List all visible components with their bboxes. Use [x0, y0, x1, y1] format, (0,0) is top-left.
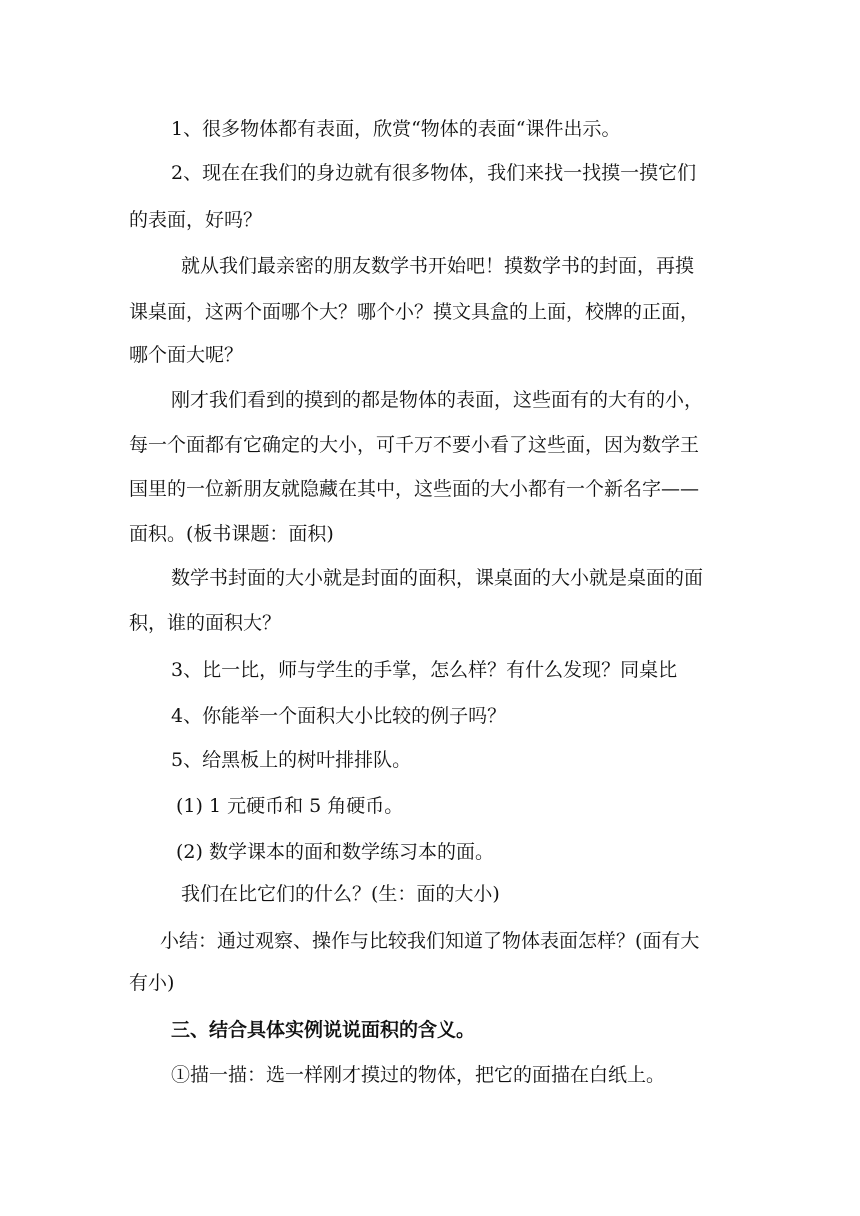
- paragraph-line: 3、比一比，师与学生的手掌，怎么样？有什么发现？同桌比: [171, 659, 678, 681]
- paragraph-line: 5、给黑板上的树叶排排队。: [171, 749, 412, 771]
- paragraph-line: 每一个面都有它确定的大小，可千万不要小看了这些面，因为数学王: [129, 434, 700, 456]
- paragraph-line: 哪个面大呢？: [129, 344, 244, 366]
- section-heading: 三、结合具体实例说说面积的含义。: [171, 1019, 476, 1041]
- paragraph-line: 2、现在在我们的身边就有很多物体，我们来找一找摸一摸它们: [171, 162, 697, 184]
- paragraph-line: 有小): [129, 972, 175, 994]
- paragraph-line: 数学书封面的大小就是封面的面积，课桌面的大小就是桌面的面: [171, 567, 704, 589]
- paragraph-line: ①描一描：选一样刚才摸过的物体，把它的面描在白纸上。: [171, 1064, 666, 1086]
- paragraph-line: 我们在比它们的什么？(生：面的大小): [181, 883, 500, 905]
- paragraph-line: 刚才我们看到的摸到的都是物体的表面，这些面有的大有的小，: [171, 389, 704, 411]
- paragraph-line: 1、很多物体都有表面，欣赏“物体的表面“课件出示。: [171, 118, 621, 140]
- paragraph-line: (2) 数学课本的面和数学练习本的面。: [176, 841, 494, 863]
- paragraph-line: 面积。(板书课题：面积): [129, 523, 334, 545]
- paragraph-line: 小结：通过观察、操作与比较我们知道了物体表面怎样？(面有大: [160, 930, 700, 952]
- paragraph-line: 国里的一位新朋友就隐藏在其中，这些面的大小都有一个新名字——: [129, 478, 700, 500]
- paragraph-line: 积，谁的面积大？: [129, 612, 282, 634]
- paragraph-line: 的表面，好吗？: [129, 209, 263, 231]
- paragraph-line: 课桌面，这两个面哪个大？哪个小？摸文具盒的上面，校牌的正面，: [129, 301, 700, 323]
- paragraph-line: 就从我们最亲密的朋友数学书开始吧！摸数学书的封面，再摸: [181, 255, 695, 277]
- paragraph-line: 4、你能举一个面积大小比较的例子吗？: [171, 705, 507, 727]
- paragraph-line: (1) 1 元硬币和 5 角硬币。: [176, 795, 404, 817]
